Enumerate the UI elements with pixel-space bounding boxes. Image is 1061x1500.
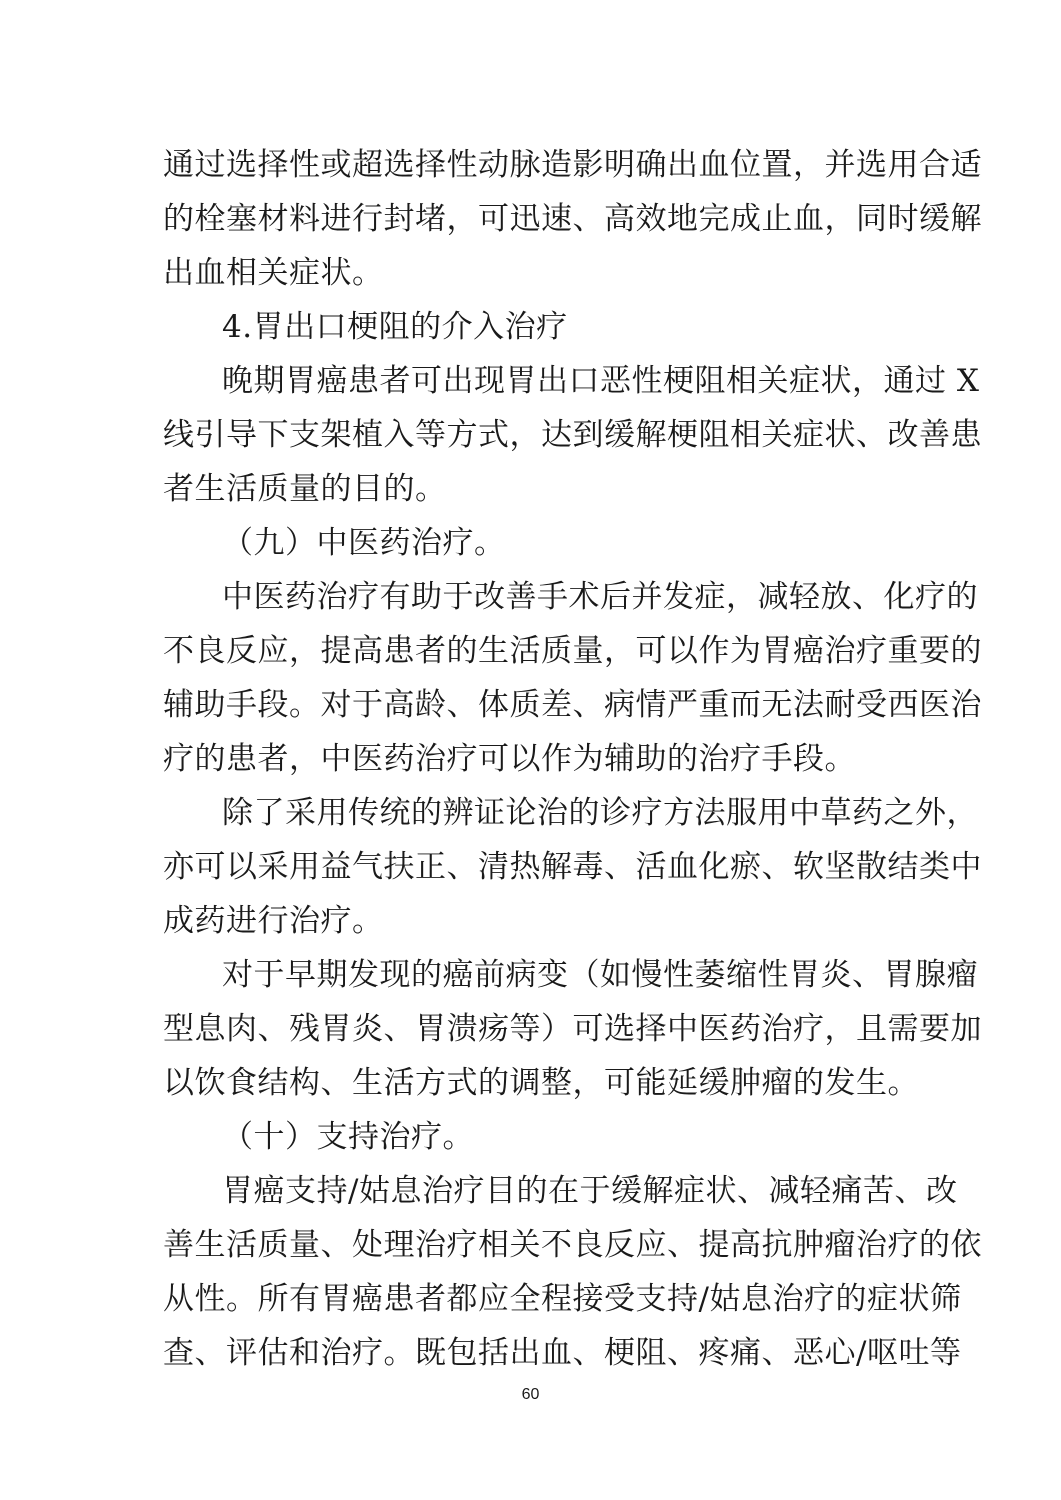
text-line-16: 对于早期发现的癌前病变（如慢性萎缩性胃炎、胃腺瘤 bbox=[222, 957, 978, 993]
text-line-15: 成药进行治疗。 bbox=[163, 903, 384, 939]
text-line-22: 从性。所有胃癌患者都应全程接受支持/姑息治疗的症状筛 bbox=[163, 1281, 962, 1317]
text-line-10: 不良反应，提高患者的生活质量，可以作为胃癌治疗重要的 bbox=[163, 633, 982, 669]
text-line-3: 出血相关症状。 bbox=[163, 255, 384, 291]
text-line-23: 查、评估和治疗。既包括出血、梗阻、疼痛、恶心/呕吐等 bbox=[163, 1335, 962, 1371]
text-line-21: 善生活质量、处理治疗相关不良反应、提高抗肿瘤治疗的依 bbox=[163, 1227, 982, 1263]
section-heading-tcm: （九）中医药治疗。 bbox=[222, 525, 506, 561]
text-line-5: 晚期胃癌患者可出现胃出口恶性梗阻相关症状，通过 X bbox=[222, 363, 980, 399]
text-line-1: 通过选择性或超选择性动脉造影明确出血位置，并选用合适 bbox=[163, 147, 982, 183]
text-line-14: 亦可以采用益气扶正、清热解毒、活血化瘀、软坚散结类中 bbox=[163, 849, 982, 885]
text-line-6: 线引导下支架植入等方式，达到缓解梗阻相关症状、改善患 bbox=[163, 417, 982, 453]
section-heading-supportive: （十）支持治疗。 bbox=[222, 1119, 474, 1155]
text-line-17: 型息肉、残胃炎、胃溃疡等）可选择中医药治疗，且需要加 bbox=[163, 1011, 982, 1047]
text-line-13: 除了采用传统的辨证论治的诊疗方法服用中草药之外， bbox=[222, 795, 978, 831]
text-line-18: 以饮食结构、生活方式的调整，可能延缓肿瘤的发生。 bbox=[163, 1065, 919, 1101]
text-line-12: 疗的患者，中医药治疗可以作为辅助的治疗手段。 bbox=[163, 741, 856, 777]
text-line-2: 的栓塞材料进行封堵，可迅速、高效地完成止血，同时缓解 bbox=[163, 201, 982, 237]
text-line-20: 胃癌支持/姑息治疗目的在于缓解症状、减轻痛苦、改 bbox=[222, 1173, 958, 1209]
text-line-9: 中医药治疗有助于改善手术后并发症，减轻放、化疗的 bbox=[222, 579, 978, 615]
section-heading-gastric-outlet: 4.胃出口梗阻的介入治疗 bbox=[222, 309, 568, 345]
text-line-7: 者生活质量的目的。 bbox=[163, 471, 447, 507]
text-line-11: 辅助手段。对于高龄、体质差、病情严重而无法耐受西医治 bbox=[163, 687, 982, 723]
page-number: 60 bbox=[521, 1386, 540, 1403]
